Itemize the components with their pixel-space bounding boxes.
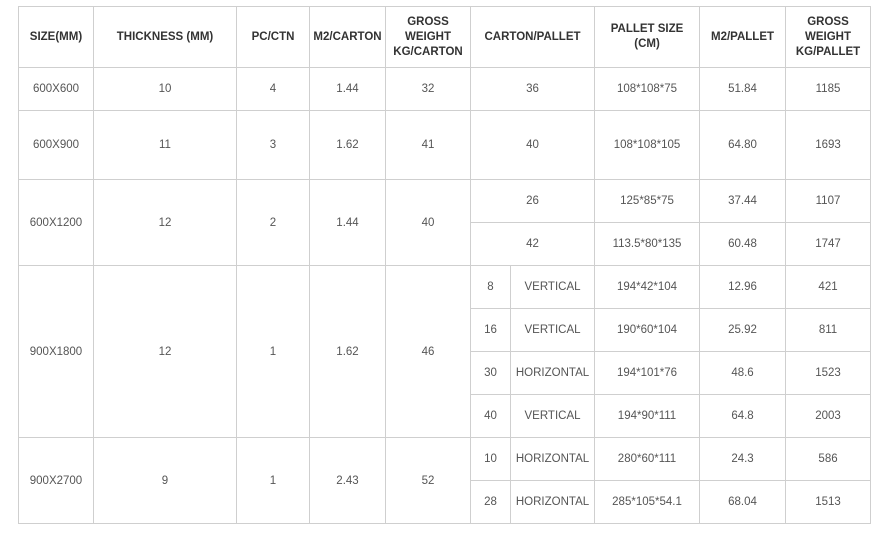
cell-gross-carton: 52 bbox=[386, 438, 471, 524]
cell-pallet-size: 285*105*54.1 bbox=[595, 481, 700, 524]
cell-carton-qty: 28 bbox=[471, 481, 511, 524]
cell-m2-carton: 1.62 bbox=[310, 266, 386, 438]
cell-pallet-size: 108*108*75 bbox=[595, 68, 700, 111]
cell-pallet-size: 113.5*80*135 bbox=[595, 223, 700, 266]
cell-pallet-size: 125*85*75 bbox=[595, 180, 700, 223]
cell-m2-pallet: 68.04 bbox=[700, 481, 786, 524]
cell-pc-ctn: 1 bbox=[237, 438, 310, 524]
cell-orientation: VERTICAL bbox=[511, 266, 595, 309]
cell-m2-carton: 2.43 bbox=[310, 438, 386, 524]
header-gross-carton: GROSS WEIGHT KG/CARTON bbox=[386, 7, 471, 68]
cell-gross-pallet: 811 bbox=[786, 309, 871, 352]
cell-gross-carton: 46 bbox=[386, 266, 471, 438]
header-size: SIZE(MM) bbox=[19, 7, 94, 68]
cell-m2-pallet: 64.8 bbox=[700, 395, 786, 438]
cell-m2-pallet: 25.92 bbox=[700, 309, 786, 352]
cell-m2-pallet: 48.6 bbox=[700, 352, 786, 395]
cell-orientation: HORIZONTAL bbox=[511, 438, 595, 481]
cell-gross-carton: 41 bbox=[386, 111, 471, 180]
cell-carton-pallet: 36 bbox=[471, 68, 595, 111]
cell-gross-pallet: 2003 bbox=[786, 395, 871, 438]
cell-size: 600X600 bbox=[19, 68, 94, 111]
table-row bbox=[19, 438, 871, 481]
cell-m2-carton: 1.44 bbox=[310, 68, 386, 111]
cell-thickness: 9 bbox=[94, 438, 237, 524]
cell-orientation: HORIZONTAL bbox=[511, 352, 595, 395]
table-row bbox=[19, 266, 871, 309]
cell-thickness: 12 bbox=[94, 180, 237, 266]
header-gross-pallet: GROSS WEIGHT KG/PALLET bbox=[786, 7, 871, 68]
header-pallet-size: PALLET SIZE (CM) bbox=[595, 7, 700, 68]
cell-pallet-size: 108*108*105 bbox=[595, 111, 700, 180]
cell-carton-pallet: 40 bbox=[471, 111, 595, 180]
header-m2-carton: M2/CARTON bbox=[310, 7, 386, 68]
cell-m2-pallet: 12.96 bbox=[700, 266, 786, 309]
cell-gross-pallet: 1693 bbox=[786, 111, 871, 180]
cell-m2-pallet: 51.84 bbox=[700, 68, 786, 111]
cell-size: 900X2700 bbox=[19, 438, 94, 524]
cell-pc-ctn: 4 bbox=[237, 68, 310, 111]
table-row bbox=[19, 111, 871, 180]
cell-gross-carton: 40 bbox=[386, 180, 471, 266]
cell-m2-pallet: 60.48 bbox=[700, 223, 786, 266]
cell-pallet-size: 194*90*111 bbox=[595, 395, 700, 438]
cell-gross-pallet: 1107 bbox=[786, 180, 871, 223]
cell-pc-ctn: 2 bbox=[237, 180, 310, 266]
cell-size: 600X900 bbox=[19, 111, 94, 180]
cell-pallet-size: 194*101*76 bbox=[595, 352, 700, 395]
cell-gross-pallet: 421 bbox=[786, 266, 871, 309]
cell-size: 600X1200 bbox=[19, 180, 94, 266]
cell-thickness: 10 bbox=[94, 68, 237, 111]
cell-pc-ctn: 3 bbox=[237, 111, 310, 180]
cell-carton-qty: 10 bbox=[471, 438, 511, 481]
cell-gross-pallet: 1523 bbox=[786, 352, 871, 395]
header-row bbox=[19, 7, 871, 68]
header-carton-pallet: CARTON/PALLET bbox=[471, 7, 595, 68]
cell-carton-qty: 40 bbox=[471, 395, 511, 438]
cell-pallet-size: 280*60*111 bbox=[595, 438, 700, 481]
cell-carton-pallet: 42 bbox=[471, 223, 595, 266]
cell-carton-qty: 16 bbox=[471, 309, 511, 352]
cell-orientation: HORIZONTAL bbox=[511, 481, 595, 524]
cell-gross-pallet: 586 bbox=[786, 438, 871, 481]
table-row bbox=[19, 68, 871, 111]
cell-m2-pallet: 37.44 bbox=[700, 180, 786, 223]
cell-carton-qty: 8 bbox=[471, 266, 511, 309]
cell-gross-pallet: 1185 bbox=[786, 68, 871, 111]
header-thickness: THICKNESS (MM) bbox=[94, 7, 237, 68]
cell-pc-ctn: 1 bbox=[237, 266, 310, 438]
cell-thickness: 11 bbox=[94, 111, 237, 180]
cell-m2-carton: 1.62 bbox=[310, 111, 386, 180]
cell-carton-qty: 30 bbox=[471, 352, 511, 395]
cell-pallet-size: 194*42*104 bbox=[595, 266, 700, 309]
cell-m2-carton: 1.44 bbox=[310, 180, 386, 266]
cell-gross-pallet: 1747 bbox=[786, 223, 871, 266]
cell-thickness: 12 bbox=[94, 266, 237, 438]
packing-table-wrapper bbox=[18, 6, 871, 524]
cell-m2-pallet: 24.3 bbox=[700, 438, 786, 481]
header-pc-ctn: PC/CTN bbox=[237, 7, 310, 68]
cell-gross-pallet: 1513 bbox=[786, 481, 871, 524]
table-row bbox=[19, 180, 871, 223]
cell-orientation: VERTICAL bbox=[511, 309, 595, 352]
cell-carton-pallet: 26 bbox=[471, 180, 595, 223]
cell-m2-pallet: 64.80 bbox=[700, 111, 786, 180]
cell-pallet-size: 190*60*104 bbox=[595, 309, 700, 352]
packing-table bbox=[18, 6, 871, 524]
cell-orientation: VERTICAL bbox=[511, 395, 595, 438]
cell-gross-carton: 32 bbox=[386, 68, 471, 111]
cell-size: 900X1800 bbox=[19, 266, 94, 438]
header-m2-pallet: M2/PALLET bbox=[700, 7, 786, 68]
